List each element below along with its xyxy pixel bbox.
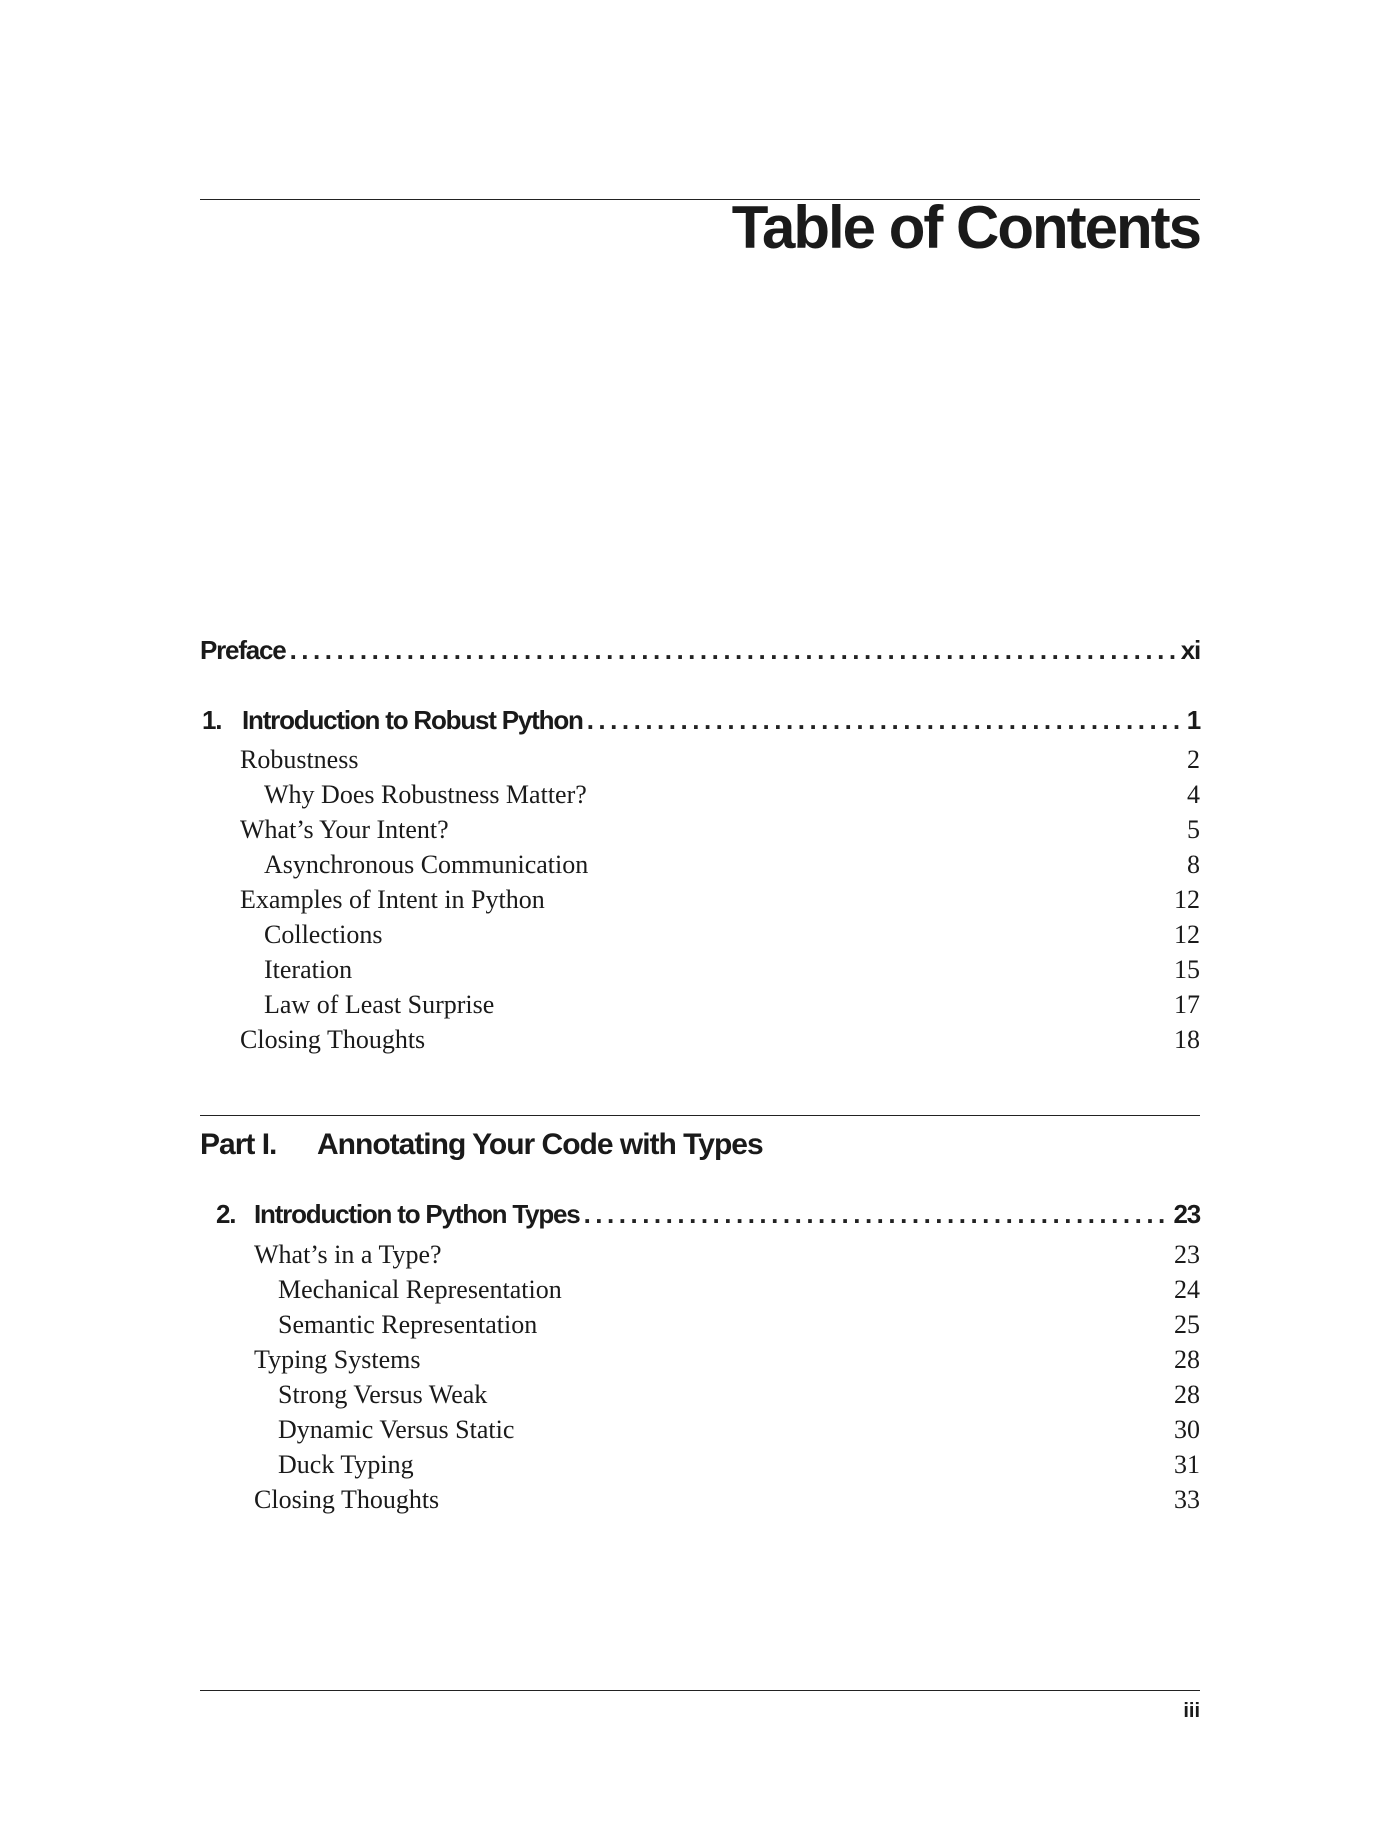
toc-entry-section[interactable] (240, 885, 1200, 919)
toc-entry-page: 30 (1174, 1415, 1200, 1444)
chapter-number: 2. (216, 1199, 236, 1229)
toc-entry-label: Dynamic Versus Static (278, 1415, 515, 1444)
toc-entry-subsection[interactable] (264, 920, 1200, 954)
toc-entry-page: 15 (1174, 955, 1200, 984)
toc-entry-label: Mechanical Representation (278, 1275, 562, 1304)
toc-entry-subsection[interactable] (264, 955, 1200, 989)
page-number: iii (1183, 1700, 1200, 1722)
toc-entry-label: Closing Thoughts (254, 1485, 440, 1514)
toc-entry-label: Strong Versus Weak (278, 1380, 488, 1409)
toc-entry-label: Why Does Robustness Matter? (264, 780, 587, 809)
toc-entry-page: 8 (1187, 850, 1200, 879)
part-rule (200, 1115, 1200, 1116)
toc-entry-subsection[interactable] (264, 780, 1200, 814)
toc-entry-subsection[interactable] (264, 990, 1200, 1024)
toc-entry-page: 23 (1174, 1240, 1200, 1269)
toc-entry-label: Robustness (240, 745, 359, 774)
toc-entry-subsection[interactable] (278, 1310, 1200, 1344)
toc-entry-page: 1 (1186, 705, 1200, 735)
leader-dots (584, 1199, 1168, 1230)
part-title: Annotating Your Code with Types (317, 1128, 763, 1161)
toc-entry-label: Preface (200, 635, 286, 665)
toc-entry-section[interactable] (254, 1345, 1200, 1379)
toc-entry-page: 5 (1187, 815, 1200, 844)
toc-entry-page: 12 (1174, 920, 1200, 949)
toc-entry-section[interactable] (240, 1025, 1200, 1059)
toc-entry-preface[interactable] (200, 635, 1200, 669)
toc-entry-label: Semantic Representation (278, 1310, 538, 1339)
toc-entry-chapter-2[interactable] (216, 1199, 1200, 1233)
toc-entry-subsection[interactable] (278, 1380, 1200, 1414)
toc-entry-label: Law of Least Surprise (264, 990, 495, 1019)
toc-entry-label: Asynchronous Communication (264, 850, 589, 879)
toc-entry-section[interactable] (254, 1240, 1200, 1274)
toc-entry-section[interactable] (240, 815, 1200, 849)
toc-entry-section[interactable] (240, 745, 1200, 779)
toc-entry-page: 28 (1174, 1345, 1200, 1374)
toc-entry-subsection[interactable] (278, 1275, 1200, 1309)
toc-entry-subsection[interactable] (264, 850, 1200, 884)
footer-rule (200, 1690, 1200, 1691)
toc-entry-label: Closing Thoughts (240, 1025, 426, 1054)
toc-entry-label: Introduction to Python Types (254, 1199, 580, 1229)
toc-entry-page: 4 (1187, 780, 1200, 809)
toc-entry-label: What’s in a Type? (254, 1240, 442, 1269)
toc-entry-page: 17 (1174, 990, 1200, 1019)
toc-entry-label: Introduction to Robust Python (242, 705, 583, 735)
toc-entry-page: 31 (1174, 1450, 1200, 1479)
toc-entry-page: xi (1180, 635, 1200, 665)
toc-entry-page: 12 (1174, 885, 1200, 914)
toc-entry-label: Collections (264, 920, 383, 949)
toc-entry-subsection[interactable] (278, 1415, 1200, 1449)
part-heading[interactable] (200, 1128, 763, 1162)
toc-entry-page: 18 (1174, 1025, 1200, 1054)
leader-dots (290, 635, 1175, 666)
toc-entry-page: 23 (1173, 1199, 1200, 1229)
toc-entry-label: What’s Your Intent? (240, 815, 449, 844)
toc-entry-page: 2 (1187, 745, 1200, 774)
toc-entry-label: Examples of Intent in Python (240, 885, 545, 914)
page-title: Table of Contents (731, 194, 1200, 261)
leader-dots (587, 705, 1181, 736)
toc-entry-label: Duck Typing (278, 1450, 414, 1479)
toc-entry-section[interactable] (254, 1485, 1200, 1519)
toc-entry-chapter-1[interactable] (202, 705, 1200, 739)
toc-entry-subsection[interactable] (278, 1450, 1200, 1484)
toc-entry-page: 28 (1174, 1380, 1200, 1409)
chapter-number: 1. (202, 705, 222, 735)
toc-entry-label: Typing Systems (254, 1345, 421, 1374)
toc-entry-page: 24 (1174, 1275, 1200, 1304)
toc-entry-label: Iteration (264, 955, 353, 984)
toc-entry-page: 25 (1174, 1310, 1200, 1339)
part-label: Part I. (200, 1128, 277, 1161)
toc-entry-page: 33 (1174, 1485, 1200, 1514)
